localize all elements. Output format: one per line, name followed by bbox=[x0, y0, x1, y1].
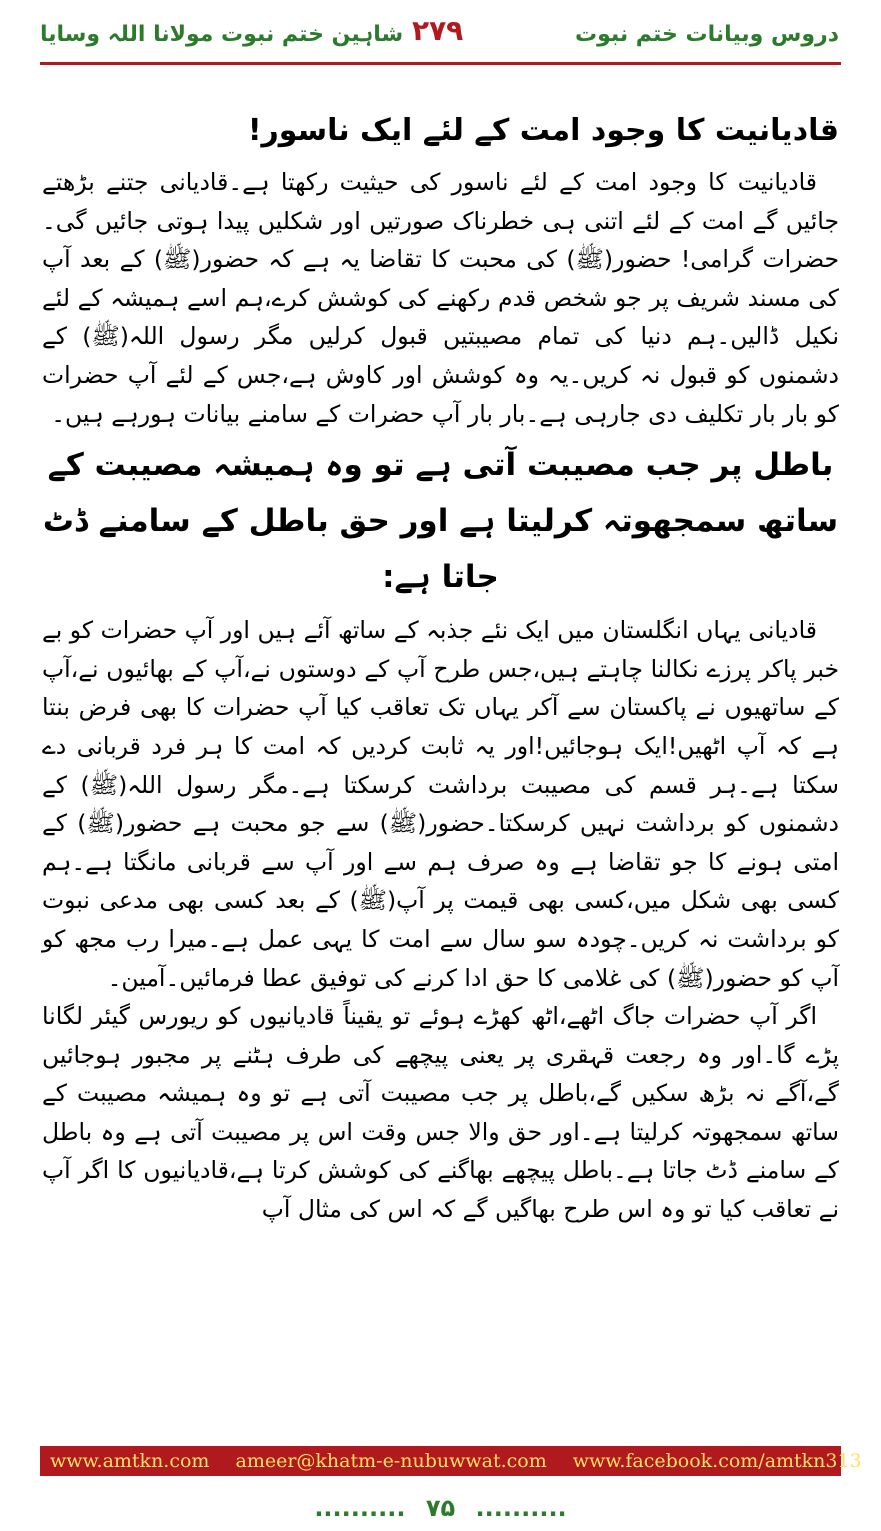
section-2-paragraph-1 bbox=[42, 611, 839, 997]
section-heading-1: قادیانیت کا وجود امت کے لئے ایک ناسور! bbox=[247, 113, 839, 148]
header-book-title: دروس وبیانات ختم نبوت bbox=[575, 22, 839, 47]
footer-contact-bar bbox=[40, 1446, 862, 1476]
section-heading-2: باطل پر جب مصیبت آتی ہے تو وہ ہمیشہ مصیبت کے ساتھ سمجھوتہ کرلیتا ہے اور حق باطل کے سامنے ڈٹ جاتا ہے: bbox=[42, 447, 839, 596]
page-body bbox=[42, 105, 839, 1229]
section-2-paragraph-2 bbox=[42, 997, 839, 1229]
folio-dots-right: .......... bbox=[475, 1494, 567, 1522]
footer-website-link[interactable]: www.amtkn.com bbox=[50, 1450, 210, 1472]
header-author-title: شاہین ختم نبوت مولانا اللہ وسایا bbox=[40, 22, 404, 47]
section-2-text-2: اگر آپ حضرات جاگ اٹھے،اٹھ کھڑے ہوئے تو یقیناً قادیانیوں کو ریورس گیئر لگانا پڑے گا۔اور وہ رجعت قہقری پر یعنی پیچھے کی طرف ہٹنے پر مجبور ہوجائیں گے،آگے نہ بڑھ سکیں گے،باطل پر جب مصیبت آتی ہے تو وہ ہمیشہ مصیبت کے ساتھ سمجھوتہ کرلیتا ہے۔اور حق والا جس وقت اس پر مصیبت آتی ہے وہ باطل کے سامنے ڈٹ جاتا ہے۔باطل پیچھے بھاگنے کی کوشش کرتا ہے،قادیانیوں کا اگر آپ نے تعاقب کیا تو وہ اس طرح بھاگیں گے کہ اس کی مثال آپ bbox=[42, 1002, 839, 1224]
footer-facebook-link[interactable]: www.facebook.com/amtkn313 bbox=[572, 1450, 862, 1472]
page-header bbox=[0, 0, 881, 64]
section-1-text: قادیانیت کا وجود امت کے لئے ناسور کی حیثیت رکھتا ہے۔قادیانی جتنے بڑھتے جائیں گے امت کے لئے اتنی ہی خطرناک صورتیں اور شکلیں پیدا ہوتی جائیں گی۔حضرات گرامی! حضور(ﷺ) کی محبت کا تقاضا یہ ہے کہ حضور(ﷺ) کے بعد آپ کی مسند شریف پر جو شخص قدم رکھنے کی کوشش کرے،ہم اسے ہمیشہ کے لئے نکیل ڈالیں۔ہم دنیا کی تمام مصیبتیں قبول کرلیں مگر رسول اللہ(ﷺ) کے دشمنوں کو قبول نہ کریں۔یہ وہ کوشش اور کاوش ہے،جس کے لئے آپ حضرات کو بار بار تکلیف دی جارہی ہے۔بار بار آپ حضرات کے سامنے بیانات ہورہے ہیں۔ bbox=[42, 168, 839, 428]
section-2-text-1: قادیانی یہاں انگلستان میں ایک نئے جذبہ کے ساتھ آئے ہیں اور آپ حضرات کو بے خبر پاکر پرزے نکالنا چاہتے ہیں،جس طرح آپ کے دوستوں نے،آپ کے بھائیوں نے،آپ کے ساتھیوں نے پاکستان سے آکر یہاں تک تعاقب کیا آپ حضرات کا بھی فرض بنتا ہے کہ آپ اٹھیں!ایک ہوجائیں!اور یہ ثابت کردیں کہ امت کا ہر فرد قربانی دے سکتا ہے۔ہر قسم کی مصیبت برداشت کرسکتا ہے۔مگر رسول اللہ(ﷺ) کے دشمنوں کو برداشت نہیں کرسکتا۔حضور(ﷺ) سے جو محبت ہے حضور(ﷺ) کے امتی ہونے کا جو تقاضا ہے وہ صرف ہم سے اور آپ سے قربانی مانگتا ہے۔ہم کسی بھی شکل میں،کسی بھی قیمت پر آپ(ﷺ) کے بعد کسی بھی مدعی نبوت کو برداشت نہ کریں۔چودہ سو سال سے امت کا یہی عمل ہے۔میرا رب مجھ کو آپ کو حضور(ﷺ) کی غلامی کا حق ادا کرنے کی توفیق عطا فرمائیں۔آمین۔ bbox=[42, 616, 839, 992]
footer-email-link[interactable]: ameer@khatm-e-nubuwwat.com bbox=[235, 1450, 547, 1472]
folio-dots-left: .......... bbox=[314, 1494, 406, 1522]
section-1-paragraph bbox=[42, 163, 839, 433]
folio-number: ۷۵ bbox=[425, 1494, 456, 1522]
header-divider bbox=[40, 62, 841, 65]
page-folio bbox=[0, 1494, 881, 1522]
header-page-number: ۲۷۹ bbox=[412, 14, 464, 47]
